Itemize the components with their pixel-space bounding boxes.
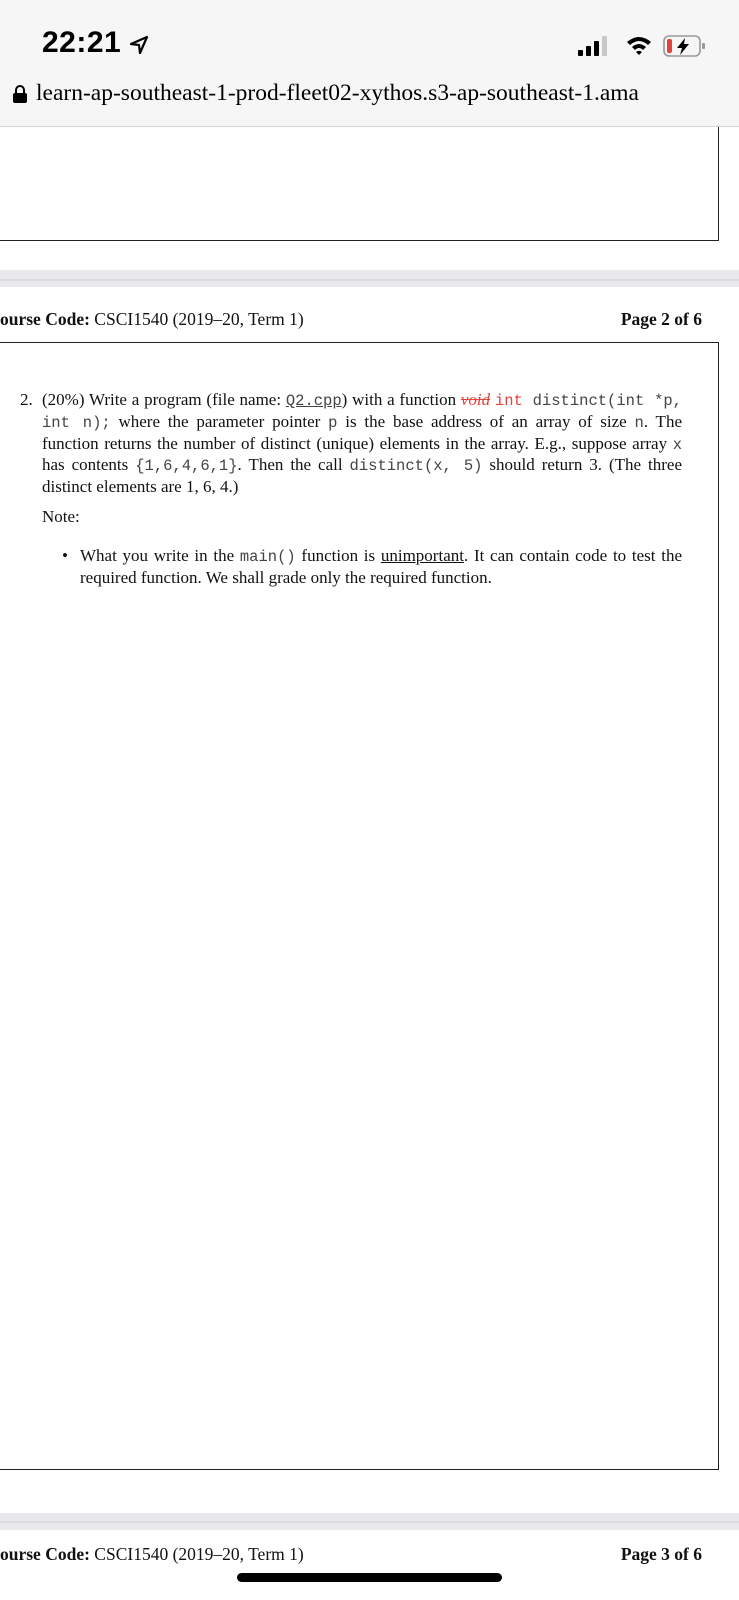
- question-text: (20%) Write a program (file name: Q2.cpp) with a function void int distinct(int *p, int n); where the parameter pointer p is the base address of an array of size n. The function returns the number of distinct (unique) elements in the array. E.g., suppose array x has contents {1,6,4,6,1}. Then the call distinct(x, 5) should return 3. (The three distinct elements are 1, 6, 4.): [42, 390, 682, 497]
- home-indicator[interactable]: [237, 1573, 502, 1582]
- url-fade: [713, 78, 739, 124]
- wifi-icon: [625, 33, 653, 57]
- bullet-dot-icon: •: [62, 545, 68, 565]
- page-number: Page 2 of 6: [620, 309, 702, 329]
- course-code: ourse Code: CSCI1540 (2019–20, Term 1): [0, 1544, 304, 1564]
- page-number: Page 3 of 6: [620, 1544, 702, 1564]
- page-divider: [0, 279, 739, 281]
- answer-box: [0, 127, 719, 241]
- note-label: Note:: [42, 506, 80, 526]
- question-number: 2.: [20, 390, 33, 409]
- location-arrow-icon: [128, 34, 150, 56]
- struck-void: void: [460, 390, 491, 409]
- clock-time: 22:21: [42, 26, 122, 59]
- page-divider: [0, 1521, 739, 1523]
- status-bar: [0, 0, 739, 78]
- course-code: ourse Code: CSCI1540 (2019–20, Term 1): [0, 309, 304, 329]
- return-type: int: [494, 392, 523, 410]
- pdf-page-1: [0, 127, 739, 270]
- question-body: [20, 390, 682, 588]
- function-signature: distinct(int *p, int n);: [42, 392, 682, 432]
- note-bullet: • What you write in the main() function is unimportant. It can contain code to test the required function. We shall grade only the required function.: [62, 545, 682, 587]
- filename: Q2.cpp: [285, 392, 342, 410]
- lock-icon: [12, 84, 28, 104]
- signal-icon: [578, 35, 614, 57]
- battery-charging-icon: [663, 34, 707, 58]
- url-text[interactable]: learn-ap-southeast-1-prod-fleet02-xythos.s3-ap-southeast-1.ama: [36, 80, 639, 106]
- pdf-page-3: [0, 1530, 739, 1600]
